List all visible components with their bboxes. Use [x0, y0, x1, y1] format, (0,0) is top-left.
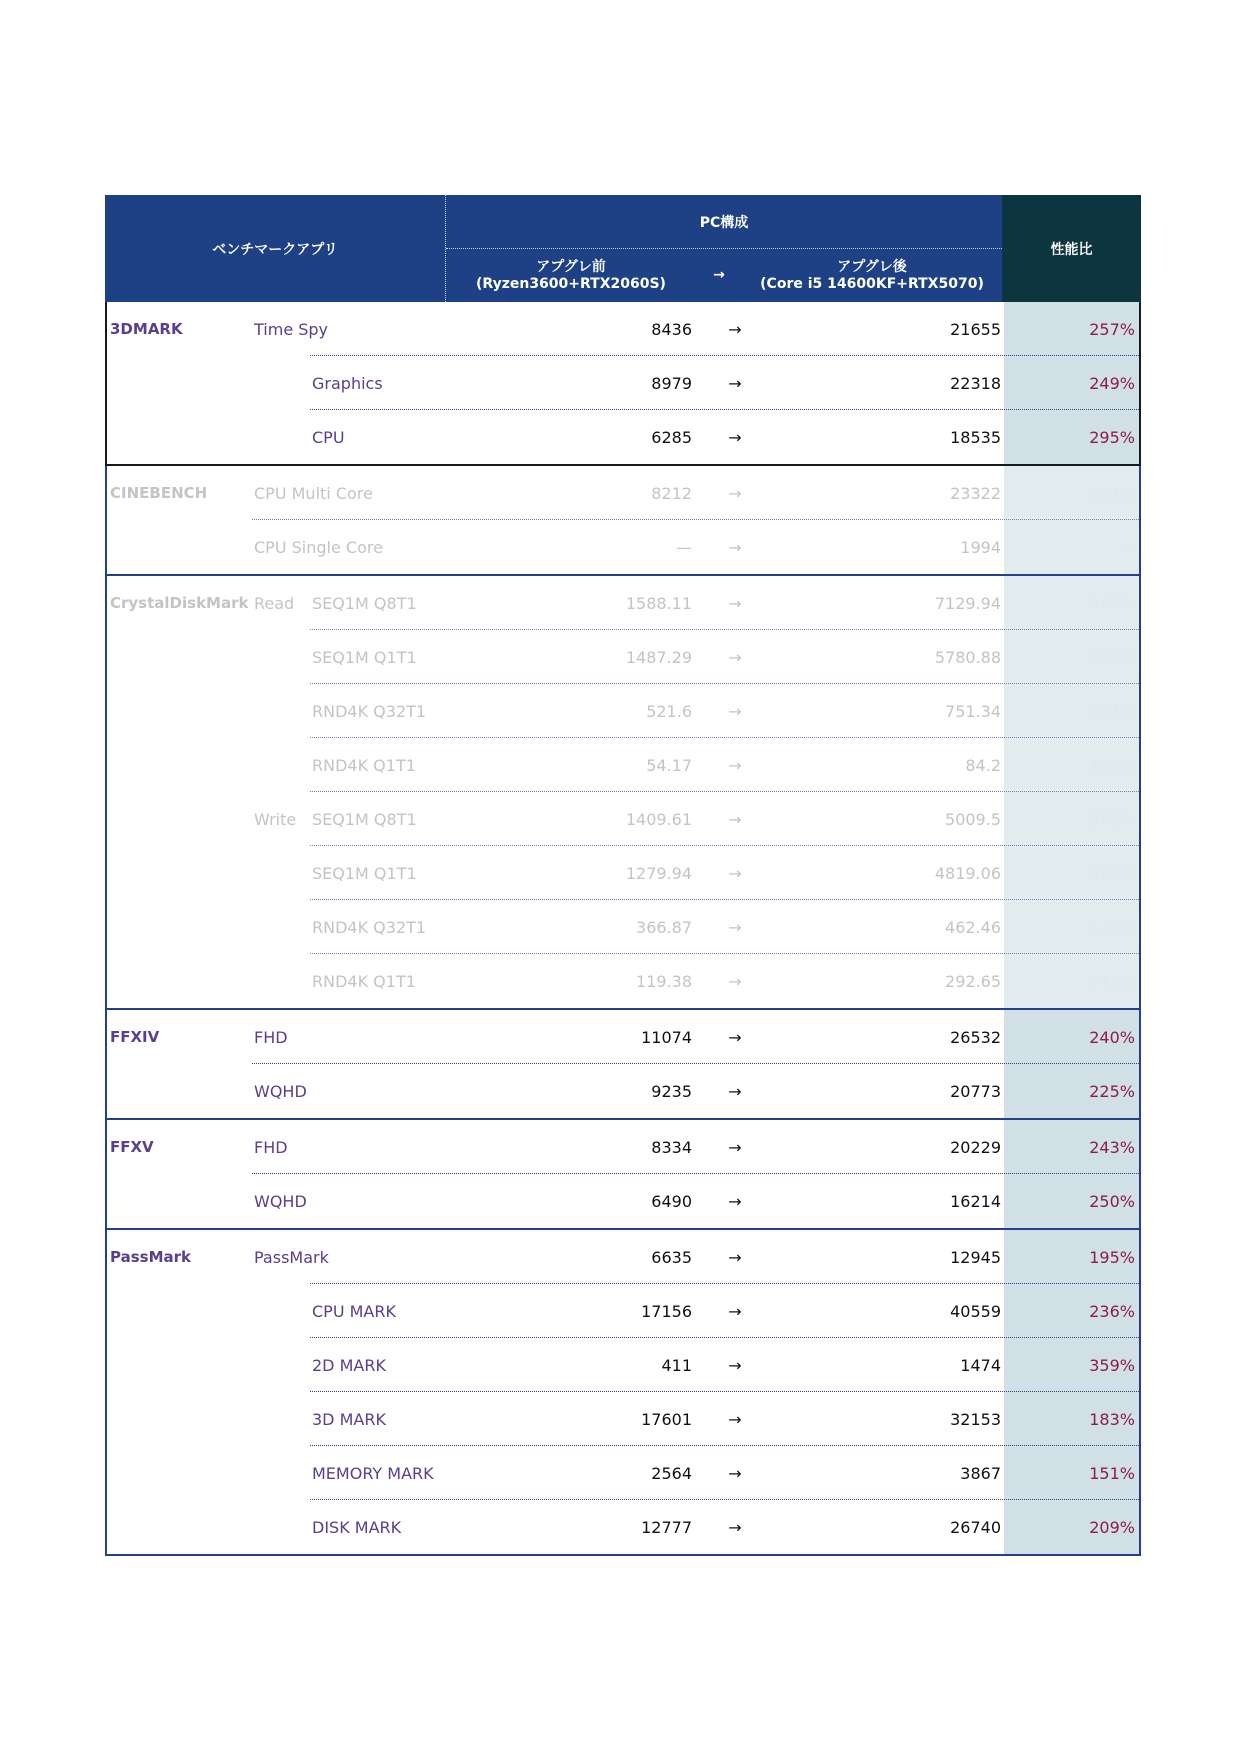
arrow: →	[728, 1355, 742, 1375]
benchmark-group	[105, 466, 1141, 576]
performance-ratio: 183%	[1089, 1409, 1135, 1429]
benchmark-name: RND4K Q32T1	[312, 701, 427, 721]
table-row	[107, 1010, 1139, 1064]
after-score: 21655	[950, 319, 1001, 339]
benchmark-name: SEQ1M Q1T1	[312, 863, 417, 883]
after-score: 23322	[950, 483, 1001, 503]
before-score: 366.87	[636, 917, 692, 937]
before-score: 1409.61	[625, 809, 692, 829]
header-before	[446, 249, 696, 302]
benchmark-name: WQHD	[254, 1081, 307, 1101]
before-score: 12777	[641, 1517, 692, 1537]
header-ratio: 性能比	[1002, 195, 1141, 302]
before-score: 8212	[651, 483, 692, 503]
performance-ratio: 236%	[1089, 1301, 1135, 1321]
benchmark-name: RND4K Q32T1	[312, 917, 427, 937]
after-score: 462.46	[945, 917, 1001, 937]
table-row	[107, 1174, 1139, 1228]
table-row	[107, 1446, 1139, 1500]
arrow: →	[728, 863, 742, 883]
arrow: →	[728, 971, 742, 991]
table-row	[107, 900, 1139, 954]
before-score: 17156	[641, 1301, 692, 1321]
benchmark-name: 2D MARK	[312, 1355, 386, 1375]
after-score: 26740	[950, 1517, 1001, 1537]
direction-label: Read	[254, 593, 295, 613]
group-name: CrystalDiskMark	[110, 594, 249, 612]
group-name: 3DMARK	[110, 320, 183, 338]
after-score: 1994	[960, 537, 1001, 557]
header-app-column: ベンチマークアプリ	[105, 195, 446, 302]
before-score: 1588.11	[625, 593, 692, 613]
benchmark-name: CPU MARK	[312, 1301, 396, 1321]
before-score: 6490	[651, 1191, 692, 1211]
benchmark-name: WQHD	[254, 1191, 307, 1211]
table-row	[107, 738, 1139, 792]
table-row	[107, 410, 1139, 464]
performance-ratio: 449%	[1089, 593, 1135, 613]
group-name: FFXIV	[110, 1028, 160, 1046]
after-score: 22318	[950, 373, 1001, 393]
table-row	[107, 954, 1139, 1008]
before-score: 521.6	[646, 701, 692, 721]
after-score: 40559	[950, 1301, 1001, 1321]
performance-ratio: 257%	[1089, 319, 1135, 339]
after-score: 7129.94	[934, 593, 1001, 613]
header-pc-columns	[446, 249, 1002, 302]
performance-ratio: 250%	[1089, 1191, 1135, 1211]
performance-ratio: 245%	[1089, 971, 1135, 991]
arrow: →	[728, 1409, 742, 1429]
performance-ratio: 249%	[1089, 373, 1135, 393]
before-score: 411	[661, 1355, 692, 1375]
performance-ratio: 243%	[1089, 1137, 1135, 1157]
after-score: 26532	[950, 1027, 1001, 1047]
before-score: 8334	[651, 1137, 692, 1157]
table-row	[107, 792, 1139, 846]
benchmark-name: FHD	[254, 1137, 288, 1157]
after-score: 84.2	[965, 755, 1001, 775]
table-row	[107, 1064, 1139, 1118]
group-name: CINEBENCH	[110, 484, 208, 502]
after-score: 3867	[960, 1463, 1001, 1483]
performance-ratio: 126%	[1089, 917, 1135, 937]
header-pc-config	[446, 195, 1002, 302]
benchmark-name: SEQ1M Q8T1	[312, 809, 417, 829]
group-name: PassMark	[110, 1248, 191, 1266]
performance-ratio: 225%	[1089, 1081, 1135, 1101]
benchmark-name: RND4K Q1T1	[312, 971, 416, 991]
before-score: 54.17	[646, 755, 692, 775]
benchmark-name: RND4K Q1T1	[312, 755, 416, 775]
performance-ratio: 389%	[1089, 647, 1135, 667]
benchmark-name: Graphics	[312, 373, 383, 393]
table-row	[107, 846, 1139, 900]
benchmark-group	[105, 1230, 1141, 1556]
arrow: →	[728, 593, 742, 613]
before-score: —	[676, 537, 692, 557]
arrow: →	[728, 427, 742, 447]
benchmark-name: MEMORY MARK	[312, 1463, 434, 1483]
performance-ratio: 377%	[1089, 863, 1135, 883]
benchmark-name: SEQ1M Q1T1	[312, 647, 417, 667]
performance-ratio: 155%	[1089, 755, 1135, 775]
benchmark-name: CPU	[312, 427, 345, 447]
header-after	[742, 249, 1002, 302]
header-after-label: アプグレ後	[837, 258, 907, 275]
after-score: 12945	[950, 1247, 1001, 1267]
table-row	[107, 1230, 1139, 1284]
before-score: 119.38	[636, 971, 692, 991]
before-score: 8979	[651, 373, 692, 393]
after-score: 20229	[950, 1137, 1001, 1157]
benchmark-name: CPU Single Core	[254, 537, 383, 557]
arrow: →	[728, 1191, 742, 1211]
arrow: →	[728, 1247, 742, 1267]
before-score: 11074	[641, 1027, 692, 1047]
performance-ratio: 240%	[1089, 1027, 1135, 1047]
after-score: 4819.06	[934, 863, 1001, 883]
before-score: 9235	[651, 1081, 692, 1101]
performance-ratio: 195%	[1089, 1247, 1135, 1267]
direction-label: Write	[254, 809, 297, 829]
table-header	[105, 195, 1141, 302]
before-score: 2564	[651, 1463, 692, 1483]
before-score: 1279.94	[625, 863, 692, 883]
performance-ratio: 284%	[1089, 483, 1135, 503]
arrow: →	[728, 1463, 742, 1483]
table-row	[107, 466, 1139, 520]
arrow: →	[728, 755, 742, 775]
before-score: 17601	[641, 1409, 692, 1429]
header-before-label: アプグレ前	[536, 258, 606, 275]
performance-ratio: 151%	[1089, 1463, 1135, 1483]
arrow: →	[728, 1517, 742, 1537]
benchmark-name: SEQ1M Q8T1	[312, 593, 417, 613]
after-score: 32153	[950, 1409, 1001, 1429]
table-row	[107, 520, 1139, 574]
performance-ratio: —	[1119, 537, 1135, 557]
performance-ratio: 209%	[1089, 1517, 1135, 1537]
before-score: 8436	[651, 319, 692, 339]
performance-ratio: 295%	[1089, 427, 1135, 447]
benchmark-name: DISK MARK	[312, 1517, 402, 1537]
benchmark-name: PassMark	[254, 1247, 329, 1267]
table-row	[107, 302, 1139, 356]
arrow: →	[728, 647, 742, 667]
header-after-spec: (Core i5 14600KF+RTX5070)	[760, 275, 984, 292]
performance-ratio: 355%	[1089, 809, 1135, 829]
arrow: →	[728, 537, 742, 557]
arrow: →	[728, 319, 742, 339]
benchmark-group	[105, 1010, 1141, 1120]
benchmark-group	[105, 576, 1141, 1010]
arrow: →	[728, 1137, 742, 1157]
arrow: →	[728, 701, 742, 721]
benchmark-table	[105, 195, 1141, 1556]
before-score: 6285	[651, 427, 692, 447]
benchmark-group	[105, 1120, 1141, 1230]
table-row	[107, 684, 1139, 738]
benchmark-name: CPU Multi Core	[254, 483, 373, 503]
table-row	[107, 356, 1139, 410]
before-score: 6635	[651, 1247, 692, 1267]
table-body	[105, 302, 1141, 1556]
after-score: 751.34	[945, 701, 1001, 721]
table-row	[107, 1338, 1139, 1392]
benchmark-name: Time Spy	[254, 319, 329, 339]
performance-ratio: 144%	[1089, 701, 1135, 721]
benchmark-name: 3D MARK	[312, 1409, 386, 1429]
performance-ratio: 359%	[1089, 1355, 1135, 1375]
after-score: 292.65	[945, 971, 1001, 991]
arrow: →	[728, 483, 742, 503]
arrow: →	[728, 373, 742, 393]
after-score: 1474	[960, 1355, 1001, 1375]
table-row	[107, 1500, 1139, 1554]
after-score: 20773	[950, 1081, 1001, 1101]
arrow: →	[728, 917, 742, 937]
arrow: →	[728, 1027, 742, 1047]
table-row	[107, 1284, 1139, 1338]
header-before-spec: (Ryzen3600+RTX2060S)	[476, 275, 666, 292]
arrow: →	[728, 809, 742, 829]
before-score: 1487.29	[625, 647, 692, 667]
benchmark-group	[105, 302, 1141, 466]
arrow: →	[728, 1081, 742, 1101]
arrow: →	[728, 1301, 742, 1321]
group-name: FFXV	[110, 1138, 154, 1156]
table-row	[107, 1120, 1139, 1174]
after-score: 5780.88	[934, 647, 1001, 667]
header-arrow: →	[713, 267, 725, 283]
after-score: 18535	[950, 427, 1001, 447]
after-score: 16214	[950, 1191, 1001, 1211]
after-score: 5009.5	[945, 809, 1001, 829]
table-row	[107, 630, 1139, 684]
benchmark-name: FHD	[254, 1027, 288, 1047]
table-row	[107, 1392, 1139, 1446]
header-pc-title: PC構成	[446, 195, 1002, 249]
table-row	[107, 576, 1139, 630]
